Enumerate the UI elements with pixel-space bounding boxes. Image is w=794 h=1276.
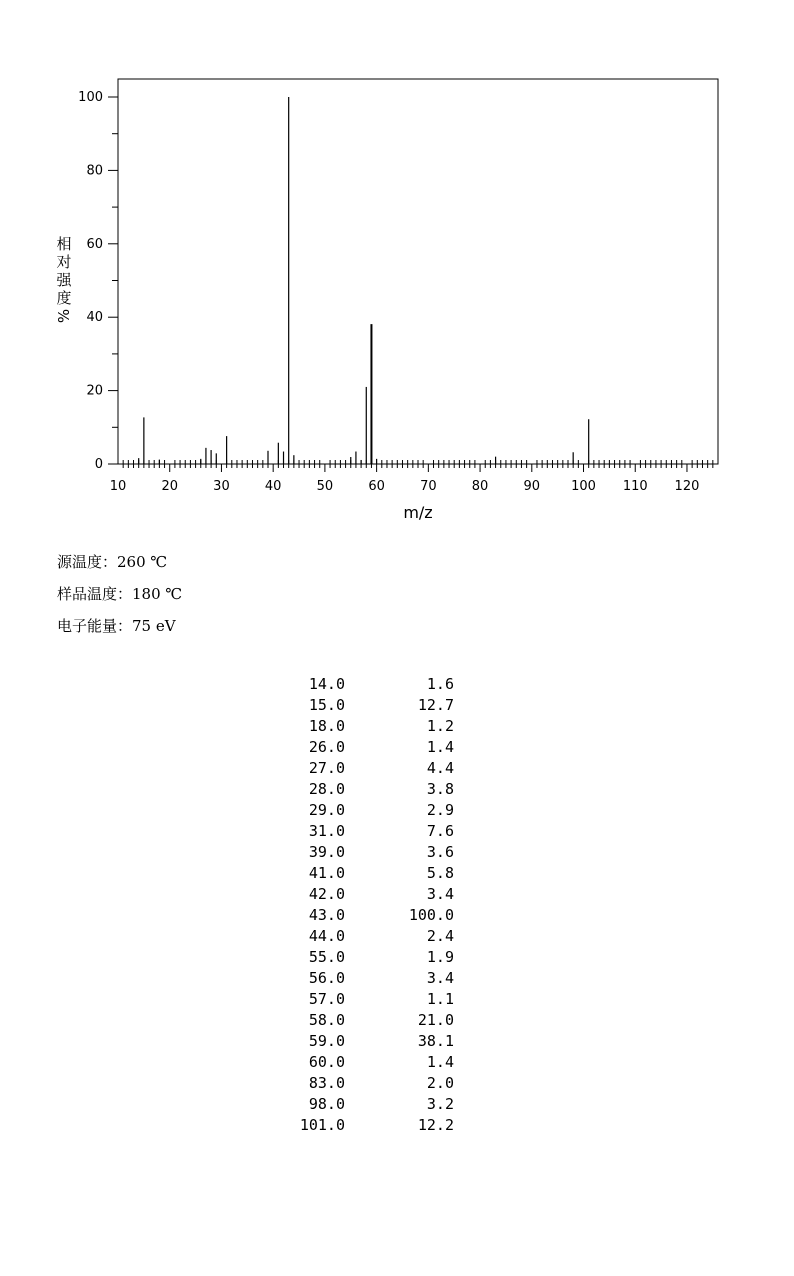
intensity-cell: 2.4 <box>426 927 454 945</box>
table-row <box>260 821 454 842</box>
table-row <box>260 989 454 1010</box>
table-row <box>260 905 454 926</box>
intensity-cell: 3.8 <box>426 780 454 798</box>
table-row <box>260 1073 454 1094</box>
intensity-cell: 7.6 <box>426 822 454 840</box>
mz-cell: 55.0 <box>308 948 345 966</box>
mz-cell: 59.0 <box>308 1032 345 1050</box>
y-axis-title-char: 强 <box>56 271 72 289</box>
intensity-cell: 38.1 <box>417 1032 454 1050</box>
table-row <box>260 695 454 716</box>
y-axis-title-char: % <box>55 308 73 324</box>
intensity-cell: 4.4 <box>426 759 454 777</box>
plot-frame <box>118 79 718 464</box>
y-axis-title-char: 相 <box>56 235 72 253</box>
mz-cell: 44.0 <box>308 927 345 945</box>
source-temperature: 源温度：260 ℃ <box>57 553 168 571</box>
mz-cell: 27.0 <box>308 759 345 777</box>
mz-cell: 15.0 <box>308 696 345 714</box>
sample-temperature: 样品温度：180 ℃ <box>57 585 183 603</box>
x-tick-label: 40 <box>264 479 282 494</box>
intensity-cell: 2.9 <box>426 801 454 819</box>
table-row <box>260 863 454 884</box>
table-row <box>260 1094 454 1115</box>
x-tick-label: 110 <box>622 479 648 494</box>
y-tick-label: 60 <box>86 236 103 252</box>
y-axis <box>78 90 118 472</box>
y-tick-label: 80 <box>86 163 103 179</box>
mz-cell: 31.0 <box>308 822 345 840</box>
x-tick-label: 90 <box>523 479 541 494</box>
x-tick-label: 100 <box>571 479 596 494</box>
peak-table <box>260 674 454 1136</box>
mz-cell: 41.0 <box>308 864 345 882</box>
mz-cell: 18.0 <box>308 717 345 735</box>
x-tick-label: 120 <box>674 479 700 494</box>
y-tick-label: 20 <box>86 383 103 399</box>
table-row <box>260 1052 454 1073</box>
x-tick-label: 10 <box>109 479 127 494</box>
intensity-cell: 100.0 <box>408 906 454 924</box>
y-tick-label: 0 <box>94 457 103 472</box>
table-row <box>260 758 454 779</box>
intensity-cell: 1.2 <box>426 717 454 735</box>
table-row <box>260 926 454 947</box>
x-tick-label: 60 <box>368 479 385 494</box>
table-row <box>260 800 454 821</box>
intensity-cell: 1.4 <box>426 738 454 756</box>
electron-energy: 电子能量：75 eV <box>57 617 176 635</box>
table-row <box>260 674 454 695</box>
intensity-cell: 1.6 <box>426 675 454 693</box>
intensity-cell: 12.2 <box>417 1116 454 1134</box>
mz-cell: 29.0 <box>308 801 345 819</box>
intensity-cell: 5.8 <box>426 864 454 882</box>
intensity-cell: 3.2 <box>426 1095 454 1113</box>
mz-cell: 60.0 <box>308 1053 345 1071</box>
mz-cell: 26.0 <box>308 738 345 756</box>
mz-cell: 57.0 <box>308 990 345 1008</box>
mz-cell: 101.0 <box>299 1116 345 1134</box>
table-row <box>260 779 454 800</box>
table-row <box>260 842 454 863</box>
table-row <box>260 947 454 968</box>
mass-spectrum-chart <box>0 0 794 540</box>
table-row <box>260 1031 454 1052</box>
table-row <box>260 716 454 737</box>
y-axis-title-char: 对 <box>56 253 72 271</box>
intensity-cell: 1.1 <box>426 990 454 1008</box>
x-tick-label: 70 <box>420 479 437 494</box>
intensity-cell: 2.0 <box>426 1074 454 1092</box>
x-tick-label: 80 <box>471 479 489 494</box>
intensity-cell: 1.4 <box>426 1053 454 1071</box>
x-axis-title: m/z <box>403 503 433 522</box>
table-row <box>260 1115 454 1136</box>
mz-cell: 83.0 <box>308 1074 345 1092</box>
y-axis-title-char: 度 <box>56 289 72 307</box>
y-axis-title <box>55 235 73 323</box>
intensity-cell: 3.4 <box>426 885 454 903</box>
mz-cell: 43.0 <box>308 906 345 924</box>
table-row <box>260 884 454 905</box>
mz-cell: 98.0 <box>308 1095 345 1113</box>
intensity-cell: 21.0 <box>417 1011 454 1029</box>
table-row <box>260 737 454 758</box>
x-tick-label: 20 <box>161 479 178 494</box>
intensity-cell: 12.7 <box>417 696 454 714</box>
x-axis <box>110 460 713 494</box>
intensity-cell: 3.4 <box>426 969 454 987</box>
y-tick-label: 40 <box>86 310 103 326</box>
table-row <box>260 1010 454 1031</box>
mz-cell: 39.0 <box>308 843 345 861</box>
y-tick-label: 100 <box>78 90 103 105</box>
peaks <box>139 97 589 464</box>
table-row <box>260 968 454 989</box>
mz-cell: 14.0 <box>308 675 345 693</box>
mz-cell: 42.0 <box>308 885 345 903</box>
x-tick-label: 50 <box>316 479 334 494</box>
mz-cell: 28.0 <box>308 780 345 798</box>
x-tick-label: 30 <box>213 479 230 494</box>
intensity-cell: 3.6 <box>426 843 454 861</box>
mz-cell: 56.0 <box>308 969 345 987</box>
mz-cell: 58.0 <box>308 1011 345 1029</box>
intensity-cell: 1.9 <box>426 948 454 966</box>
